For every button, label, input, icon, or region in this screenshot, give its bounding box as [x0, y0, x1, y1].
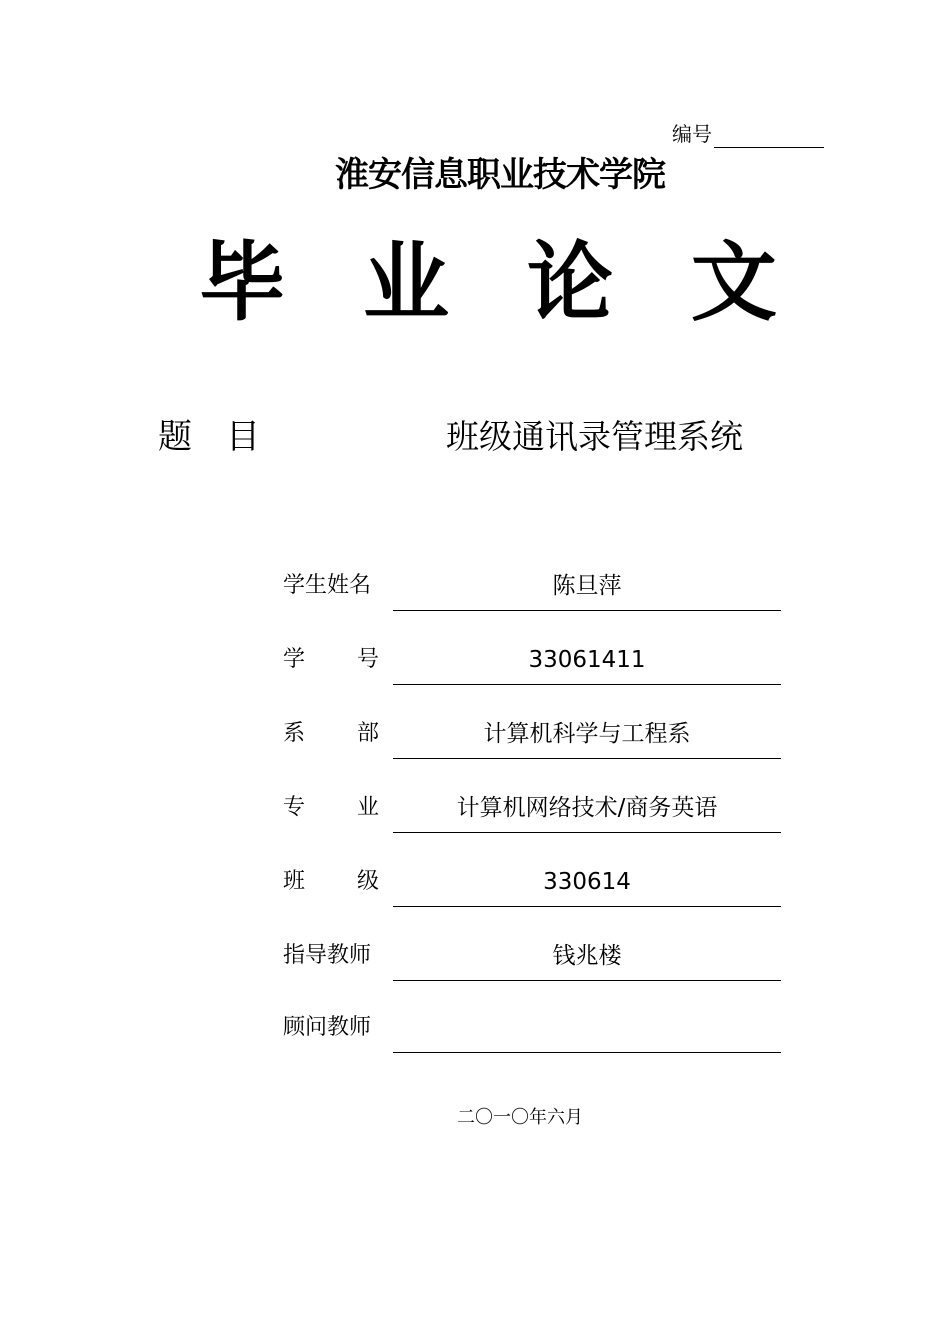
label-char: 班 — [283, 869, 306, 894]
info-row-department — [283, 714, 783, 788]
department-value: 计算机科学与工程系 — [393, 714, 781, 759]
advisor-value — [393, 1008, 781, 1053]
school-name: 淮安信息职业技术学院 — [335, 155, 665, 195]
serial-number-blank — [714, 127, 824, 148]
topic-label — [158, 413, 260, 461]
major-label — [283, 788, 379, 828]
info-row-student-name — [283, 566, 783, 640]
student-name-label — [283, 566, 379, 606]
info-row-student-id — [283, 640, 783, 714]
advisor-label — [283, 1008, 379, 1048]
supervisor-label — [283, 936, 379, 976]
label-char: 部 — [356, 721, 379, 746]
student-id-label — [283, 640, 379, 680]
label-char: 级 — [356, 869, 379, 894]
label-char: 专 — [283, 795, 306, 820]
info-row-major — [283, 788, 783, 862]
info-row-supervisor — [283, 936, 783, 1010]
info-row-advisor — [283, 1008, 783, 1082]
serial-number-field — [672, 120, 824, 148]
topic-label-char: 目 — [226, 417, 260, 457]
topic-label-char: 题 — [158, 417, 192, 457]
label-char: 学 — [283, 647, 306, 672]
serial-number-label: 编号 — [672, 122, 712, 146]
major-value: 计算机网络技术/商务英语 — [393, 788, 781, 833]
student-name-value: 陈旦萍 — [393, 566, 781, 611]
class-value: 330614 — [393, 862, 781, 907]
department-label — [283, 714, 379, 754]
label-text: 指导教师 — [283, 943, 372, 968]
supervisor-value: 钱兆楼 — [393, 936, 781, 981]
label-text: 顾问教师 — [283, 1015, 372, 1040]
class-label — [283, 862, 379, 902]
date: 二〇一〇年六月 — [457, 1107, 583, 1128]
topic-value: 班级通讯录管理系统 — [446, 417, 743, 456]
info-row-class — [283, 862, 783, 936]
label-char: 系 — [283, 721, 306, 746]
label-char: 业 — [356, 795, 379, 820]
label-text: 学生姓名 — [283, 573, 372, 598]
student-id-value: 33061411 — [393, 640, 781, 685]
label-char: 号 — [356, 647, 379, 672]
document-title: 毕 业 论 文 — [199, 232, 801, 333]
